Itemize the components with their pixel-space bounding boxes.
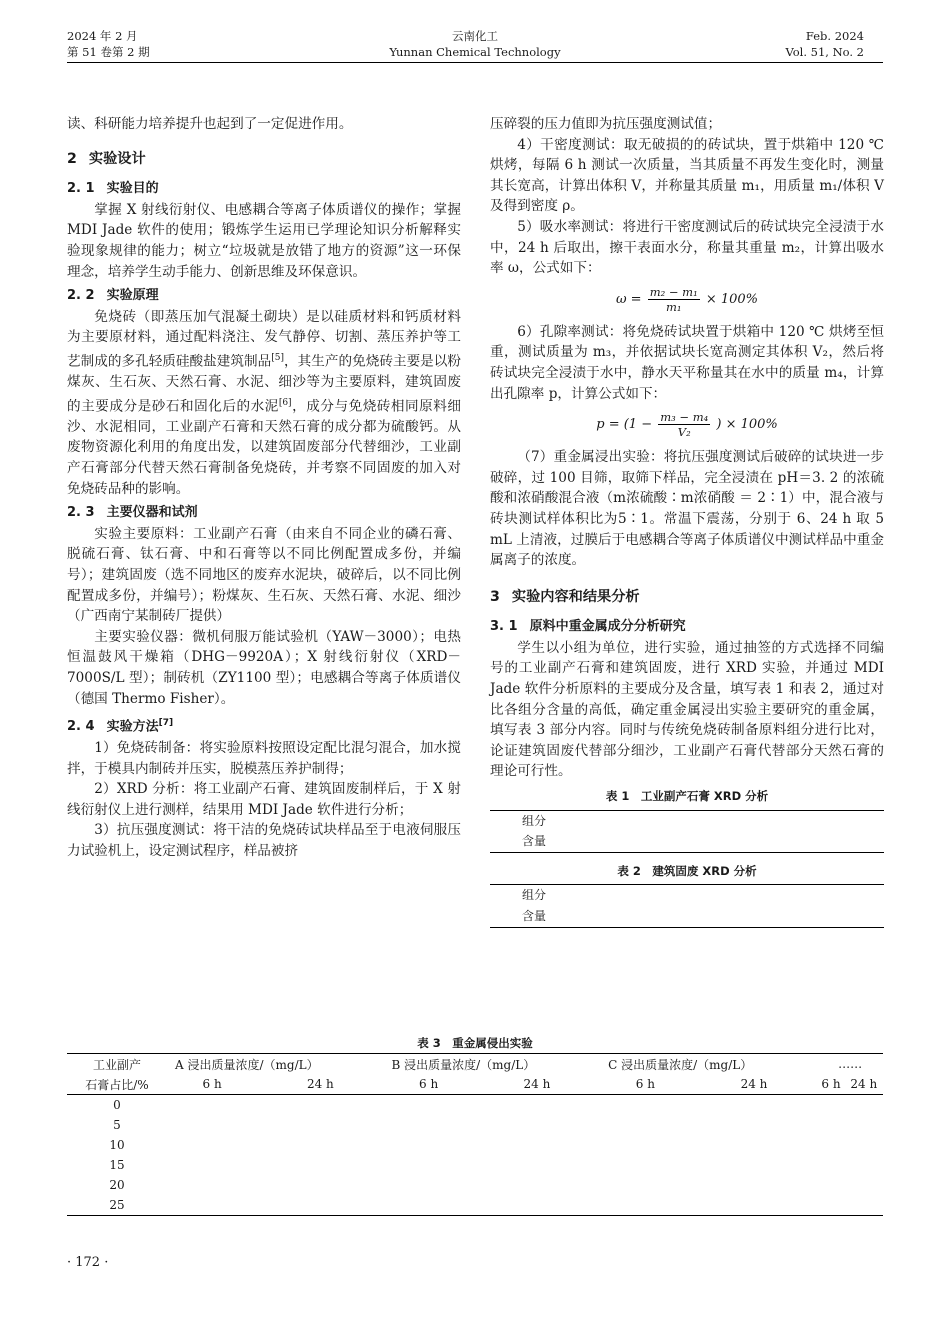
section-title: 主要仪器和试剂: [106, 505, 198, 521]
materials-paragraph: 实验主要原料：工业副产石膏（由来自不同企业的磷石膏、脱硫石膏、钛石膏、中和石膏等以不同比例配置成多份，并编号）；建筑固废（选不同地区的废弃水泥块，破碎后，以不同比例配置成多份，并编号）；粉煤灰、生石灰、天然石膏、水泥、细沙（广西南宁某制砖厂提供）: [67, 525, 461, 625]
formula-denominator: m₁: [665, 299, 682, 314]
group-header-c: C 浸出质量浓度/（mg/L）: [600, 1054, 817, 1075]
row-label: 20: [109, 1178, 125, 1192]
method-3-continued: 压碎裂的压力值即为抗压强度测试值；: [490, 116, 722, 132]
section-2-heading: [67, 149, 461, 170]
formula-numerator: m₂ − m₁: [649, 284, 698, 299]
formula-denominator: V₂: [677, 425, 691, 440]
row-label: 15: [109, 1158, 125, 1172]
row-label: 10: [109, 1138, 125, 1152]
table-header-row: [67, 1054, 883, 1075]
row-header-bottom: 石膏占比/%: [67, 1074, 167, 1095]
group-header-more: ……: [817, 1054, 883, 1075]
section-3-1-text: 学生以小组为单位，进行实验，通过抽签的方式选择不同编号的工业副产石膏和建筑固废，进行 XRD 实验，并通过 MDI Jade 软件分析原料的主要成分及含量，填写表 1 和表 2，通过对比各组分含量的高低，确定重金属浸出实验主要研究的重金属，填写表 3 部分内容。同时与传统免烧砖制备原料组分进行比对，论证建筑固废代替部分细沙，工业副产石膏代替部分天然石膏的理论可行性。: [490, 639, 884, 780]
section-title: 原料中重金属成分分析研究: [529, 619, 686, 635]
section-2-4-heading: [67, 713, 461, 738]
section-number: 2. 1: [67, 181, 95, 197]
header-rule: [67, 62, 883, 63]
instruments-paragraph: 主要实验仪器：微机伺服万能试验机（YAW－3000）；电热恒温鼓风干燥箱（DHG－9920A）；X 射线衍射仪（XRD－7000S/L 型）；制砖机（ZY1100 型）；电感耦合等离子体质谱仪（德国 Thermo Fisher）。: [67, 628, 461, 707]
formula-tail: × 100%: [705, 291, 759, 307]
method-4: 4）干密度测试：取无破损的的砖试块，置于烘箱中 120 ℃ 烘烤，每隔 6 h 测试一次质量，当其质量不再发生变化时，测量其长宽高，计算出体积 V，并称量其质量 m₁，用质量 m₁/体积 V 及得到密度 ρ。: [490, 136, 884, 215]
table-3: [67, 1053, 883, 1216]
method-3: 3）抗压强度测试：将干洁的免烧砖试块样品至于电液伺服压力试验机上，设定测试程序，样品被挤: [67, 822, 461, 859]
section-3-heading: [490, 587, 884, 608]
group-header-a: A 浸出质量浓度/（mg/L）: [167, 1054, 383, 1075]
method-6: 6）孔隙率测试：将免烧砖试块置于烘箱中 120 ℃ 烘烤至恒重，测试质量为 m₃，并依据试块长宽高测定其体积 V₂，然后将砖试块完全浸渍于水中，静水天平称量其在水中的质量 m₄，计算出孔隙率 p，计算公式如下：: [490, 323, 884, 402]
text-part: 免烧砖（即蒸压加气混凝土砌块）是以硅质材料和钙质材料为主要原材料，通过配料浇注、发气静停、切割、蒸压养护等工艺制成的多孔轻质硅酸盐建筑制品: [67, 308, 461, 370]
water-absorption-formula: [490, 285, 884, 314]
table-3-caption: 表 3 重金属侵出实验: [417, 1036, 533, 1050]
sub-header: 6 h: [383, 1074, 473, 1095]
header-volume-en: Vol. 51, No. 2: [785, 45, 864, 59]
sub-header: 24 h: [691, 1074, 818, 1095]
right-column: [490, 114, 884, 928]
method-2: 2）XRD 分析：将工业副产石膏、建筑固废制样后，于 X 射线衍射仪上进行测样，结果用 MDI Jade 软件进行分析；: [67, 781, 461, 818]
left-column: [67, 114, 461, 862]
table-row: [67, 1155, 883, 1175]
table-row: [67, 1175, 883, 1195]
row-label: 0: [113, 1098, 121, 1112]
formula-fraction: [658, 410, 710, 439]
header-volume: 第 51 卷第 2 期: [67, 45, 150, 59]
section-title: 实验设计: [88, 150, 146, 167]
page-number: · 172 ·: [67, 1255, 109, 1270]
table-cell: 组分: [490, 810, 884, 831]
table-cell: 含量: [490, 906, 884, 927]
group-header-b: B 浸出质量浓度/（mg/L）: [383, 1054, 600, 1075]
method-5: 5）吸水率测试：将进行干密度测试后的砖试块完全浸渍于水中，24 h 后取出，擦干表面水分，称量其重量 m₂，计算出吸水率 ω，公式如下：: [490, 218, 884, 277]
section-2-1-text: 掌握 X 射线衍射仪、电感耦合等离子体质谱仪的操作；掌握 MDI Jade 软件的使用；锻炼学生运用已学理论知识分析解释实验现象规律的能力；树立“垃圾就是放错了地方的资源”这一环保理念，培养学生动手能力、创新思维及环保意识。: [67, 201, 461, 280]
sub-header: 24 h: [845, 1074, 883, 1095]
table-1: [490, 810, 884, 853]
formula-numerator: m₃ − m₄: [660, 410, 709, 425]
table-row: [490, 906, 884, 927]
table-2: [490, 884, 884, 927]
header-date: 2024 年 2 月: [67, 29, 138, 43]
method-1: 1）免烧砖制备：将实验原料按照设定配比混匀混合，加水搅拌，于模具内制砖并压实，脱模蒸压养护制得；: [67, 740, 461, 777]
section-number: 2. 2: [67, 288, 95, 304]
text-part: ，其生产的免烧砖主要是以粉煤灰、生石灰、天然石膏、水泥、细沙等为主要原料，建筑固废的主要成分是砂石和固化后的水泥: [67, 353, 462, 415]
section-title: 实验目的: [106, 181, 159, 197]
section-number: 3. 1: [490, 619, 518, 635]
row-label: 5: [113, 1118, 121, 1132]
journal-date-volume-en: [785, 28, 864, 60]
sub-header: 6 h: [817, 1074, 844, 1095]
sub-header: 24 h: [257, 1074, 383, 1095]
table-1-caption: 表 1 工业副产石膏 XRD 分析: [605, 789, 769, 804]
section-number: 3: [490, 588, 500, 605]
citation-6: [6]: [278, 397, 292, 408]
table-cell: 含量: [490, 831, 884, 852]
formula-tail: ) × 100%: [716, 417, 778, 433]
section-2-2-heading: [67, 286, 461, 307]
citation-7: [7]: [158, 718, 174, 729]
text-part: ，成分与免烧砖相同原料细沙、水泥相同，工业副产石膏和天然石膏的成分都为硫酸钙。从废物资源化利用的角度出发，以建筑固废部分代替细沙，工业副产石膏部分代替天然石膏制备免烧砖，并考察不同固废的加入对免烧砖品种的影响。: [67, 398, 462, 497]
table-row: [67, 1095, 883, 1116]
table-row: [490, 885, 884, 906]
section-2-3-heading: [67, 503, 461, 524]
formula-fraction: [648, 285, 700, 314]
sub-header: 6 h: [600, 1074, 691, 1095]
row-header-top: 工业副产: [67, 1054, 167, 1075]
sub-header: 24 h: [474, 1074, 600, 1095]
table-row: [67, 1195, 883, 1216]
table-row: [67, 1135, 883, 1155]
section-3-1-heading: [490, 617, 884, 638]
section-title: 实验原理: [106, 288, 159, 304]
porosity-formula: [490, 410, 884, 439]
section-number: 2. 3: [67, 505, 95, 521]
section-2-1-heading: [67, 179, 461, 200]
section-2-2-text: [67, 307, 461, 499]
table-subheader-row: [67, 1074, 883, 1095]
formula-lhs: p = (1 −: [596, 417, 653, 433]
section-number: 2: [67, 150, 77, 167]
table-2-caption: 表 2 建筑固废 XRD 分析: [617, 863, 757, 878]
table-cell: 组分: [490, 885, 884, 906]
table-row: [67, 1115, 883, 1135]
sub-header: 6 h: [167, 1074, 257, 1095]
formula-lhs: ω =: [615, 291, 642, 307]
method-7: （7）重金属浸出实验：将抗压强度测试后破碎的试块进一步破碎，过 100 目筛，取筛下样品，完全浸渍在 pH＝3. 2 的浓硫酸和浓硝酸混合液（m浓硫酸∶m浓硝酸 ＝ 2∶1）中，混合液与砖块测试样体积比为5∶1。常温下震荡，分别于 6、24 h 取 5 mL 上清液，过膜后于电感耦合等离子体质谱仪中测试样品中重金属离子的浓度。: [490, 449, 884, 569]
section-number: 2. 4: [67, 719, 95, 735]
section-title: 实验内容和结果分析: [511, 588, 640, 605]
intro-paragraph: 读、科研能力培养提升也起到了一定促进作用。: [67, 116, 353, 132]
journal-name-en: Yunnan Chemical Technology: [389, 45, 561, 59]
row-label: 25: [67, 1195, 167, 1216]
citation-5: [5]: [271, 352, 284, 363]
section-title: 实验方法: [106, 719, 159, 735]
header-date-en: Feb. 2024: [805, 29, 864, 43]
journal-name-cn: 云南化工: [452, 29, 498, 43]
table-row: [490, 810, 884, 831]
table-row: [490, 831, 884, 852]
